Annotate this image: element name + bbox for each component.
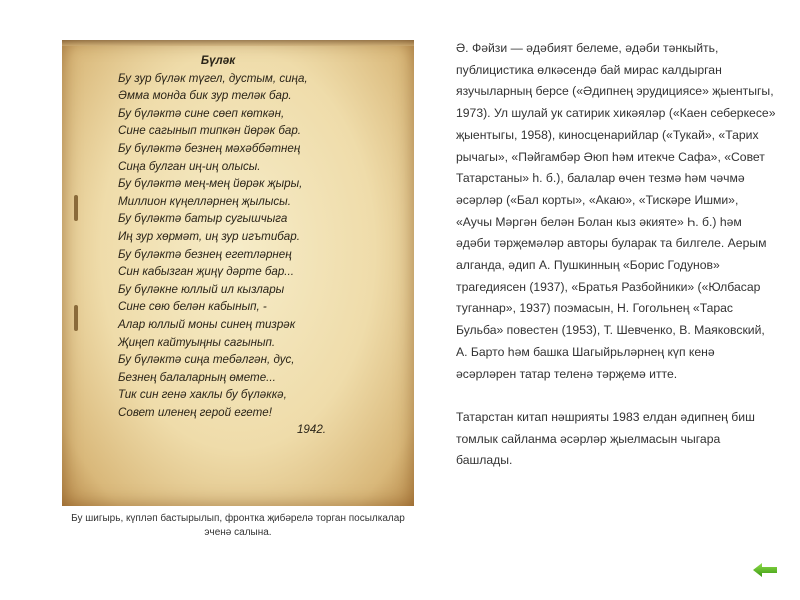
poem-line: Бу бүләктә безнең егетләрнең <box>118 247 292 261</box>
poem-line: Бу бүләктә батыр сугышчыга <box>118 212 288 226</box>
poem-line: Бу зур бүләк түгел, дустым, сиңа, <box>118 71 308 85</box>
paper-hole <box>74 305 78 331</box>
green-arrow-left-icon <box>752 562 778 578</box>
poem-line: Безнең балаларның өмете... <box>118 370 276 384</box>
poem-line: Бу бүләктә сине сөеп көткән, <box>118 106 285 120</box>
poem-line: Бу бүләктә безнең мәхәббәтнең <box>118 141 301 155</box>
poem-line: Совет иленең герой егете! <box>118 405 272 419</box>
paragraph: Ә. Фәйзи — әдәбият белеме, әдәби тәнкыйть, публицистика өлкәсендә бай мирас калдырган язучыларның берсе («Әдипнең эрудициясе» җыентыгы, 1973). Ул шулай ук сатирик хикәяләр («Каен себеркесе» җыентыгы, 1958), киносценарийлар («Тукай», «Тарих рычагы», «Пәйгамбәр Әюп һәм итекче Сафа», «Совет Татарстаны» h. б.), балалар өчен тезмә һәм чәчмә әсәрләр («Бал корты», «Акаю», «Тискәре Ишми», «Аучы Мәргән белән Болан кыз әкияте» Һ. б.) һәм әдәби тәрҗемәләр авторы буларак та билгеле. Аерым алганда, әдип А. Пушкинның «Борис Годунов» трагедиясен (1937), «Братья Разбойники» («Юлбасар туганнар», 1937) поэмасын, Н. Гогольнең «Тарас Бульба» повестен (1953), Т. Шевченко, В. Маяковский, А. Барто һәм башка Шагыйрьләрнең күп кенә әсәрләрен татар теленә тәрҗемә итте. <box>456 41 776 381</box>
paper-hole <box>74 195 78 221</box>
poem-line: Тик син генә хаклы бу бүләккә, <box>118 388 287 402</box>
poem-title: Бүләк <box>200 54 236 67</box>
poem <box>118 52 348 439</box>
poem-line: Алар юллый моны синең тизрәк <box>118 317 296 331</box>
poem-year: 1942. <box>296 423 326 437</box>
poem-line: Син кабызган җиңү дәрте бар... <box>118 265 294 279</box>
poem-line: Миллион күңелләрнең җылысы. <box>118 194 291 208</box>
poem-line: Сиңа булган иң-иң олысы. <box>118 159 261 173</box>
poem-line: Сине сагынып типкән йөрәк бар. <box>118 124 302 138</box>
poem-line: Бу бүләктә сиңа тебәлгән, дус, <box>118 353 295 367</box>
poem-line: Бу бүләктә мең-мең йөрәк җыры, <box>118 177 303 191</box>
back-arrow-button[interactable] <box>752 562 778 578</box>
poem-line: Җиңеп кайтуыңны сагынып. <box>118 335 276 349</box>
poem-line: Бу бүләкне юллый ил кызлары <box>118 282 285 296</box>
image-caption: Бу шигырь, күпләп бастырылып, фронтка җибәрелә торган посылкалар эченә салына. <box>71 513 405 538</box>
poem-line: Әмма монда бик зур теләк бар. <box>118 89 292 103</box>
poem-line: Сине сөю белән кабынып, - <box>118 300 267 314</box>
article-text <box>456 38 776 494</box>
paragraph: Татарстан китап нәшрияты 1983 елдан әдипнең биш томлык сайланма әсәрләр җыелмасын чыгара башлады. <box>456 409 755 468</box>
poem-line: Иң зур хөрмәт, иң зур игътибар. <box>118 229 300 243</box>
